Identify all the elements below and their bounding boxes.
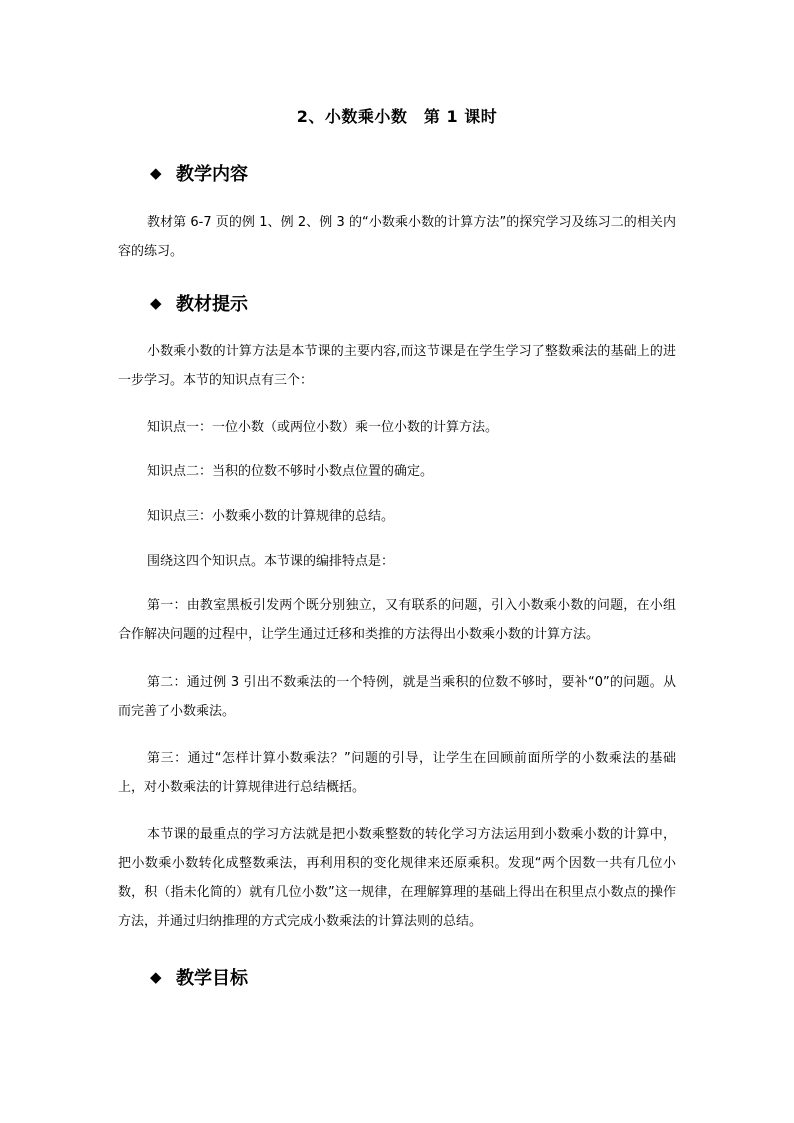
section-heading-label: 教材提示	[176, 294, 248, 315]
document-title: 2、小数乘小数 第 1 课时	[296, 107, 498, 126]
section-heading-tips	[150, 290, 248, 316]
arrangement-intro: 围绕这四个知识点。本节课的编排特点是：	[147, 554, 395, 569]
section-heading-label: 教学内容	[176, 164, 248, 185]
knowledge-point-2: 知识点二：当积的位数不够时小数点位置的确定。	[147, 464, 434, 479]
section-heading-label: 教学目标	[176, 968, 248, 989]
content-paragraph: 教材第 6-7 页的例 1、例 2、例 3 的“小数乘小数的计算方法”的探究学习及练习二的相关内容的练习。	[118, 215, 676, 259]
knowledge-point-3: 知识点三：小数乘小数的计算规律的总结。	[147, 509, 395, 524]
feature-third-paragraph: 第三：通过“怎样计算小数乘法？”问题的引导，让学生在回顾前面所学的小数乘法的基础上，对小数乘法的计算规律进行总结概括。	[118, 751, 676, 795]
feature-first-paragraph: 第一：由教室黑板引发两个既分别独立，又有联系的问题，引入小数乘小数的问题，在小组合作解决问题的过程中，让学生通过迁移和类推的方法得出小数乘小数的计算方法。	[118, 598, 676, 642]
diamond-bullet-icon: ◆	[150, 968, 162, 986]
knowledge-point-1: 知识点一：一位小数（或两位小数）乘一位小数的计算方法。	[147, 420, 499, 435]
diamond-bullet-icon: ◆	[150, 164, 162, 182]
section-heading-content	[150, 160, 248, 186]
feature-second-paragraph: 第二：通过例 3 引出不数乘法的一个特例，就是当乘积的位数不够时，要补“0”的问题。从而完善了小数乘法。	[118, 675, 676, 719]
key-method-paragraph: 本节课的最重点的学习方法就是把小数乘整数的转化学习方法运用到小数乘小数的计算中，把小数乘小数转化成整数乘法，再利用积的变化规律来还原乘积。发现“两个因数一共有几位小数，积（指未化简的）就有几位小数”这一规律，在理解算理的基础上得出在积里点小数点的操作方法，并通过归纳推理的方式完成小数乘法的计算法则的总结。	[118, 827, 676, 929]
section-heading-objectives	[150, 964, 248, 990]
tips-intro-paragraph: 小数乘小数的计算方法是本节课的主要内容,而这节课是在学生学习了整数乘法的基础上的进一步学习。本节的知识点有三个：	[118, 344, 676, 388]
diamond-bullet-icon: ◆	[150, 294, 162, 312]
